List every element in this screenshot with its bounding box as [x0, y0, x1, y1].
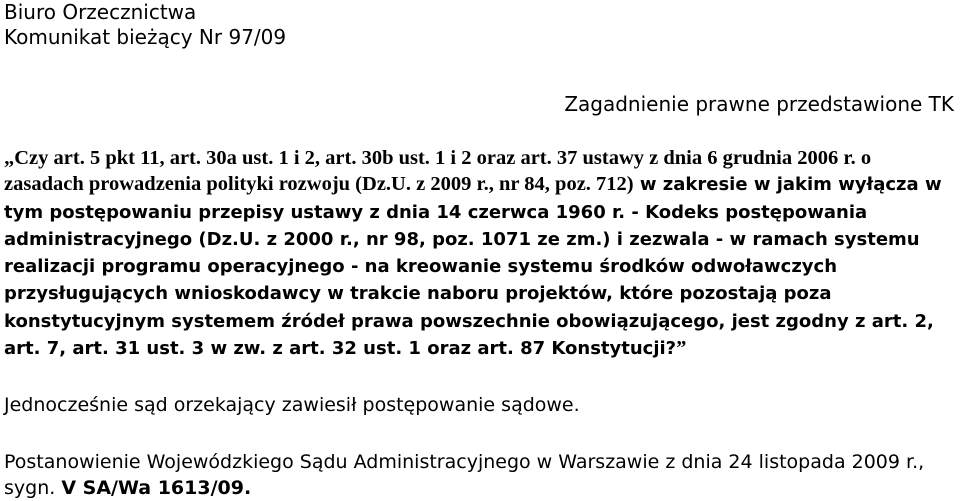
legal-question — [4, 145, 954, 362]
communique-number: Komunikat bieżący Nr 97/09 — [4, 25, 287, 49]
ruling-text: Postanowienie Wojewódzkiego Sądu Administracyjnego w Warszawie z dnia 24 listopada 2009 r., sygn. — [4, 451, 925, 499]
document-header — [4, 0, 286, 50]
legal-question-heading: Zagadnienie prawne przedstawione TK — [564, 92, 954, 116]
question-text-sans: w zakresie w jakim wyłącza w tym postępowaniu przepisy ustawy z dnia 14 czerwca 1960 r. - Kodeks postępowania administracyjnego (Dz.U. z 2000 r., nr 98, poz. 1071 ze zm.) i zezwala - w ramach systemu realizacji programu operacyjnego - na kreowanie systemu środków odwoławczych przysługujących wnioskodawcy w trakcie naboru projektów, które pozostają poza konstytucyjnym systemem źródeł prawa powszechnie obowiązującego, jest zgodny z art. 2, art. 7, art. 31 ust. 3 w zw. z art. 32 ust. 1 oraz art. 87 Konstytucji? — [4, 174, 942, 360]
office-name: Biuro Orzecznictwa — [4, 0, 197, 24]
suspension-note: Jednocześnie sąd orzekający zawiesił postępowanie sądowe. — [4, 394, 580, 416]
ruling-citation — [4, 449, 956, 501]
case-signature: V SA/Wa 1613/09. — [61, 477, 252, 499]
question-text-serif: „Czy art. 5 pkt 11, art. 30a ust. 1 i 2, art. 30b ust. 1 i 2 oraz art. 37 ustawy z dnia 6 grudnia 2006 r. o zasadach prowadzenia polityki rozwoju (Dz.U. z 2009 r., nr 84, poz. 712) — [4, 147, 872, 196]
question-closing-quote: ” — [676, 337, 687, 360]
